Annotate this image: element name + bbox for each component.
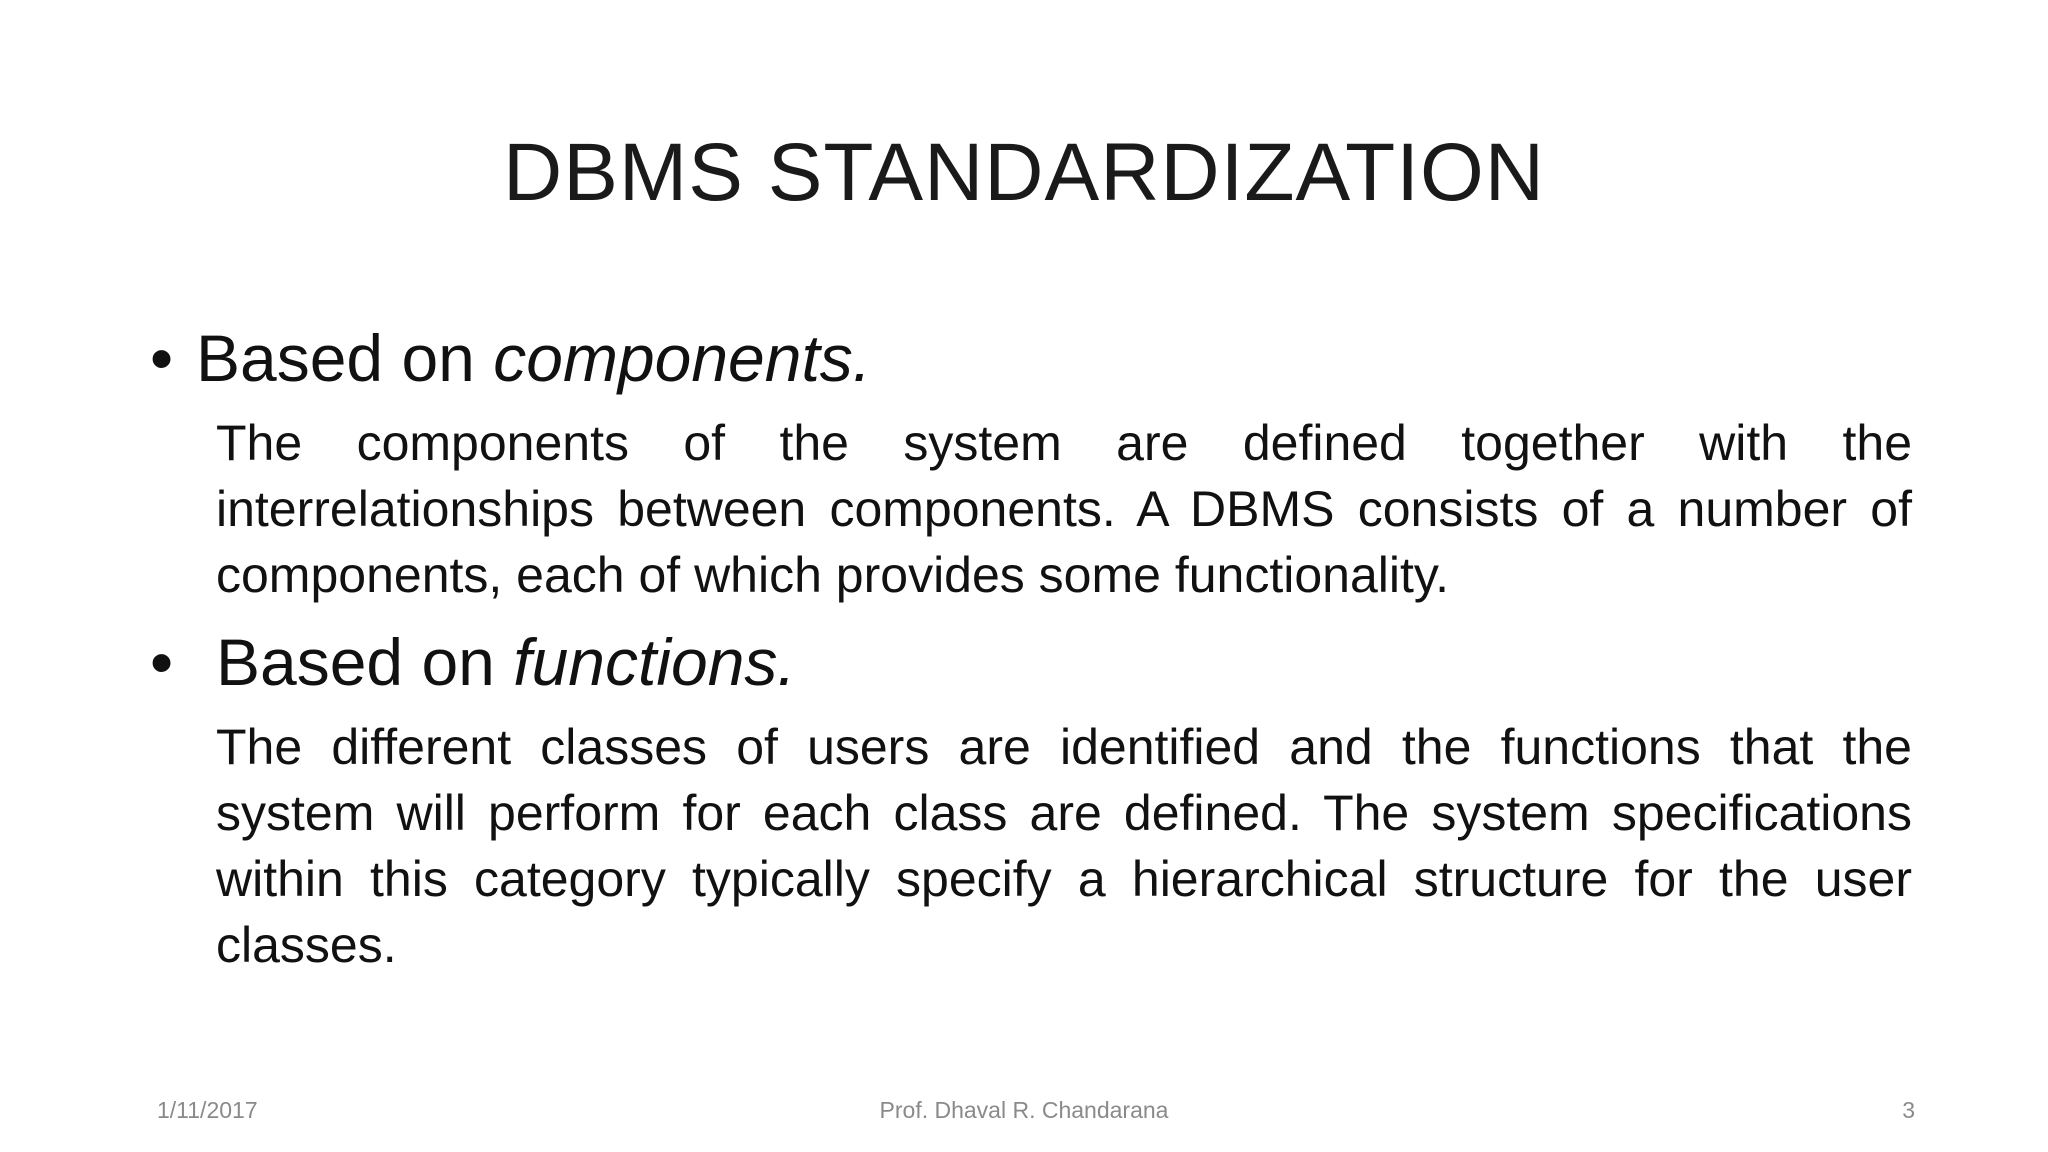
bullet-emphasis: functions. — [513, 625, 796, 699]
bullet-functions — [150, 622, 796, 702]
bullet-dot: • — [150, 321, 174, 395]
bullet-components-body: The components of the system are defined together with the interrelationships between components. A DBMS consists of a number of components, each of which provides some functionality. — [216, 415, 1912, 603]
bullet-lead: Based on — [196, 321, 494, 395]
bullet-components — [150, 318, 871, 398]
bullet-dot: • — [150, 625, 174, 699]
bullet-functions-body: The different classes of users are identified and the functions that the system will perform for each class are defined. The system specifications within this category typically specify a hierarchical structure for the user classes. — [216, 719, 1912, 973]
slide-title: DBMS STANDARDIZATION — [503, 127, 1545, 218]
footer-author: Prof. Dhaval R. Chandarana — [879, 1097, 1169, 1123]
footer-date: 1/11/2017 — [157, 1097, 258, 1123]
bullet-lead: Based on — [216, 625, 514, 699]
bullet-emphasis: components. — [493, 321, 872, 395]
footer-page-number: 3 — [1902, 1097, 1915, 1123]
